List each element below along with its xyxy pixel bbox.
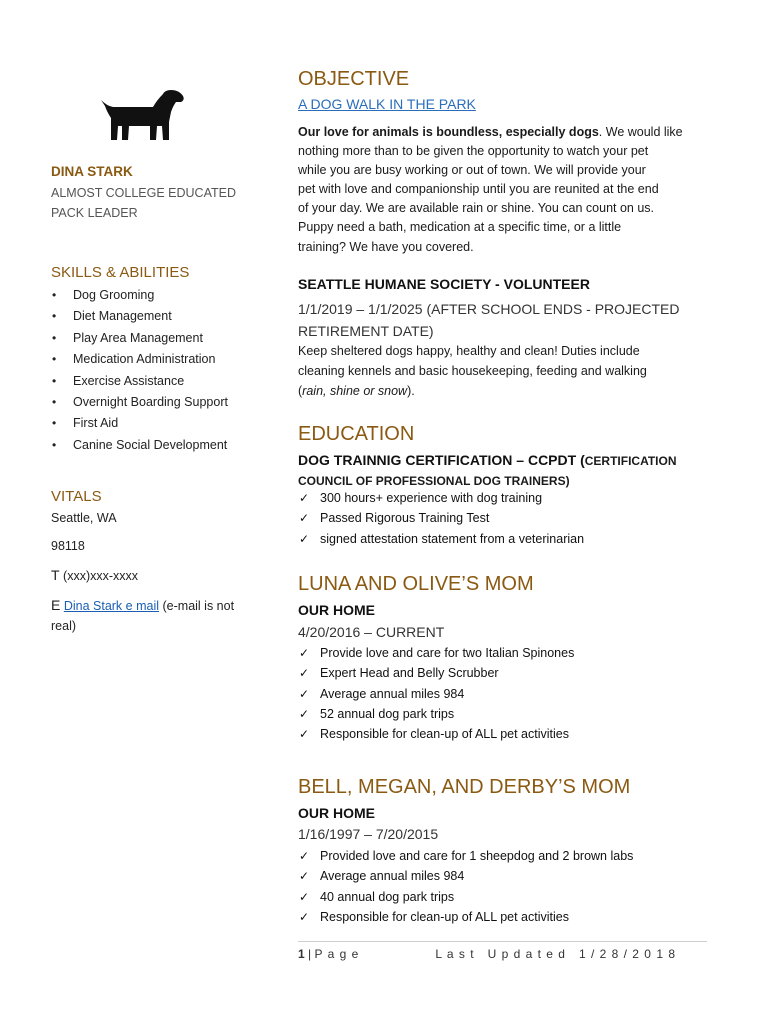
list-item: • Overnight Boarding Support (51, 392, 266, 413)
tagline-line-1: ALMOST COLLEGE EDUCATED (51, 186, 236, 200)
skills-list (51, 285, 266, 456)
objective-bold: Our love for animals is boundless, especially dogs (298, 125, 599, 139)
phone-label: T (51, 567, 60, 583)
list-item: ✓ Responsible for clean-up of ALL pet activities (298, 907, 718, 927)
education-list (298, 488, 718, 549)
list-item: ✓ 300 hours+ experience with dog training (298, 488, 718, 508)
page-separator: | (308, 947, 312, 961)
volunteer-dates: 1/1/2019 – 1/1/2025 (AFTER SCHOOL ENDS - PROJECTED RETIREMENT DATE) (298, 301, 680, 339)
list-item: ✓ 40 annual dog park trips (298, 887, 718, 907)
luna-place: OUR HOME (298, 602, 375, 618)
list-item: • Medication Administration (51, 349, 266, 370)
list-item: • Dog Grooming (51, 285, 266, 306)
page-footer (298, 947, 678, 961)
page-number: 1 (298, 947, 305, 961)
luna-list (298, 643, 718, 744)
dog-logo-icon (99, 88, 185, 144)
volunteer-heading: SEATTLE HUMANE SOCIETY - VOLUNTEER (298, 276, 590, 292)
list-item: • Canine Social Development (51, 435, 266, 456)
list-item: • Play Area Management (51, 328, 266, 349)
bell-place: OUR HOME (298, 805, 375, 821)
list-item: ✓ Average annual miles 984 (298, 866, 718, 886)
list-item: ✓ signed attestation statement from a veterinarian (298, 529, 718, 549)
list-item: ✓ Average annual miles 984 (298, 684, 718, 704)
footer-divider (298, 941, 707, 942)
bell-megan-derby-heading: BELL, MEGAN, AND DERBY’S MOM (298, 776, 631, 798)
city: Seattle, WA (51, 511, 117, 525)
email-link[interactable]: Dina Stark e mail (63, 599, 160, 613)
phone-row (51, 567, 138, 583)
list-item: ✓ Responsible for clean-up of ALL pet activities (298, 724, 718, 744)
page-word: P a g e (314, 947, 360, 961)
tagline-line-2: PACK LEADER (51, 206, 138, 220)
list-item: ✓ Provide love and care for two Italian Spinones (298, 643, 718, 663)
phone-number: (xxx)xxx-xxxx (63, 569, 139, 583)
list-item: • Diet Management (51, 306, 266, 327)
vitals-heading: VITALS (51, 488, 102, 505)
luna-dates: 4/20/2016 – CURRENT (298, 624, 445, 640)
person-name: DINA STARK (51, 164, 133, 179)
list-item: ✓ 52 annual dog park trips (298, 704, 718, 724)
email-row (51, 595, 261, 636)
bell-dates: 1/16/1997 – 7/20/2015 (298, 826, 439, 842)
list-item: ✓ Passed Rigorous Training Test (298, 508, 718, 528)
email-note: (e-mail is not (162, 599, 235, 613)
list-item: ✓ Provided love and care for 1 sheepdog and 2 brown labs (298, 846, 718, 866)
email-label: E (51, 597, 61, 613)
luna-olive-heading: LUNA AND OLIVE’S MOM (298, 573, 534, 595)
list-item: • First Aid (51, 413, 266, 434)
bell-list (298, 846, 718, 927)
last-updated: L a s t U p d a t e d 1 / 2 8 / 2 0 1 8 (435, 947, 676, 961)
email-note-cont: real) (51, 619, 77, 633)
volunteer-description: Keep sheltered dogs happy, healthy and clean! Duties include cleaning kennels and basic housekeeping, feeding and walking (rain, shine or snow). (298, 344, 647, 398)
zip-code: 98118 (51, 539, 85, 553)
list-item: • Exercise Assistance (51, 371, 266, 392)
objective-subheading[interactable]: A DOG WALK IN THE PARK (298, 96, 476, 112)
list-item: ✓ Expert Head and Belly Scrubber (298, 663, 718, 683)
certification-title: DOG TRAINNIG CERTIFICATION – CCPDT (CERTIFICATION COUNCIL OF PROFESSIONAL DOG TRAINERS) (298, 452, 677, 488)
skills-heading: SKILLS & ABILITIES (51, 264, 190, 281)
education-heading: EDUCATION (298, 423, 415, 445)
objective-paragraph: Our love for animals is boundless, especially dogs. We would like nothing more than to be given the opportunity to watch your pet while you are busy working or out of town. We will provide your pet with love and companionship until you are reunited at the end of your day. We are available rain or shine. You can count on us. Puppy need a bath, medication at a specific time, or a little training? We have you covered. (298, 125, 683, 254)
objective-heading: OBJECTIVE (298, 68, 410, 90)
